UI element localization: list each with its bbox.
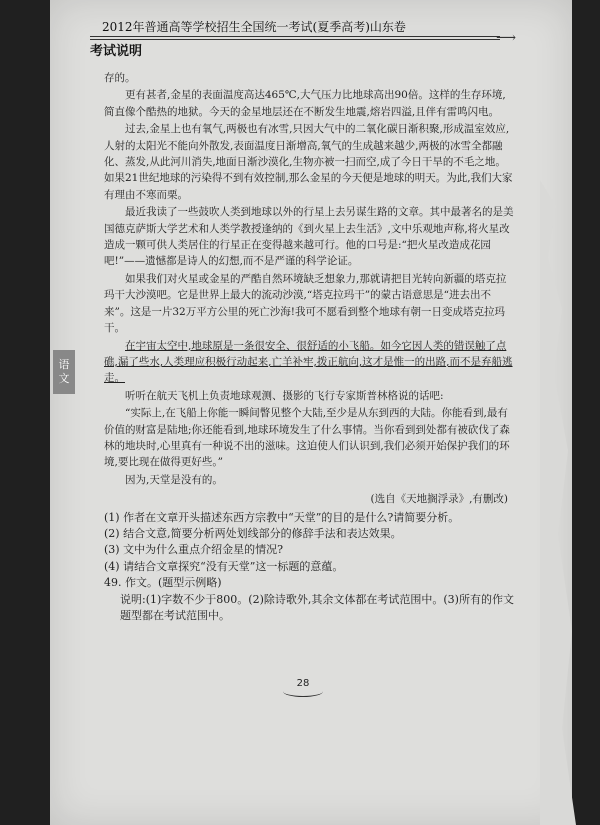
underlined-paragraph: 在宇宙太空中,地球原是一条很安全、很舒适的小飞船。如今它因人类的错误触了点礁,漏了些水,人类理应积极行动起来,亡羊补牢,拨正航向,这才是惟一的出路,而不是弃船逃走。 — [104, 339, 513, 385]
subject-tab-char-2: 文 — [58, 372, 70, 385]
paragraph: 存的。 — [104, 72, 136, 84]
page-number-ornament — [283, 686, 323, 697]
paragraph: “实际上,在飞船上你能一瞬间瞥见整个大陆,至少是从东到西的大陆。你能看到,最有价值的财富是陆地;你还能看到,地球环境发生了什么事情。当你看到到处都有被砍伐了森林的地块时,心里真有一种说不出的滋味。这迫使人们认识到,我们必须开始保护我们的环境,要比现在做得更好些。” — [104, 407, 510, 469]
header-rule — [90, 36, 500, 37]
header-title: 2012年普通高等学校招生全国统一考试(夏季高考)山东卷 — [102, 20, 406, 34]
paragraph: 因为,天堂是没有的。 — [125, 473, 223, 486]
essay-title: 49. 作文。(题型示例略) — [104, 576, 222, 590]
essay-description: 说明:(1)字数不少于800。(2)除诗歌外,其余文体都在考试范围中。(3)所有的作文 — [120, 592, 514, 606]
arrow-right-icon: ⟶ — [496, 30, 517, 46]
paragraph: 最近我读了一些鼓吹人类到地球以外的行星上去另谋生路的文章。其中最著名的是美国德克萨斯大学艺术和人类学教授逢纳的《到火星上去生活》,文中乐观地声称,将火星改造成一颗可供人类居住的行星正在变得越来越可行。他的口号是:“把火星改造成花园吧!”——遗憾都是诗人的幻想,而不是严谨的科学论证。 — [104, 206, 514, 268]
page-number: 28 — [296, 678, 310, 689]
header-rule-secondary — [90, 39, 500, 40]
source-citation: (选自《天地搁浮录》,有删改) — [370, 493, 508, 506]
paragraph: 听听在航天飞机上负责地球观测、摄影的飞行专家斯普林格说的话吧: — [125, 389, 444, 402]
question-list — [104, 510, 514, 625]
paragraph: 如果我们对火星或金星的严酷自然环境缺乏想象力,那就请把目光转向新疆的塔克拉玛干大沙漠吧。它是世界上最大的流动沙漠,“塔克拉玛干”的蒙古语意思是“进去出不来”。这是一片32万平方公里的死亡沙海!我可不愿看到整个地球有朝一日变成塔克拉玛干。 — [104, 272, 507, 335]
essay-description-cont: 题型都在考试范围中。 — [120, 609, 230, 622]
paragraph: 过去,金星上也有氧气,两极也有冰雪,只因大气中的二氧化碳日渐积聚,形成温室效应,人射的太阳光不能向外散发,表面温度日渐增高,氧气的生成越来越少,两极的冰雪全都融化、蒸发,从此河川消失,地面日渐沙漠化,生物亦被一扫而空,成了今日干旱的不毛之地。如果21世纪地球的污染得不到有效控制,那么金星的今天便是地球的明天。为此,我们大家有理由不寒而栗。 — [104, 123, 513, 201]
question-item: (3) 文中为什么重点介绍金星的情况? — [104, 543, 283, 557]
article-body — [104, 70, 514, 624]
section-title: 考试说明 — [90, 44, 143, 59]
paragraph: 更有甚者,金星的表面温度高达465℃,大气压力比地球高出90倍。这样的生存环境,简直像个酷热的地狱。今天的金星地层还在不断发生地震,熔岩四溢,且伴有雷鸣闪电。 — [104, 89, 506, 118]
subject-tab-char-1: 语 — [58, 358, 70, 371]
question-item: (1) 作者在文章开头描述东西方宗教中“天堂”的目的是什么?请简要分析。 — [104, 510, 460, 524]
subject-tab — [53, 350, 75, 394]
question-item: (4) 请结合文章探究“没有天堂”这一标题的意蕴。 — [104, 559, 344, 573]
question-item: (2) 结合文意,简要分析两处划线部分的修辞手法和表达效果。 — [104, 526, 402, 540]
